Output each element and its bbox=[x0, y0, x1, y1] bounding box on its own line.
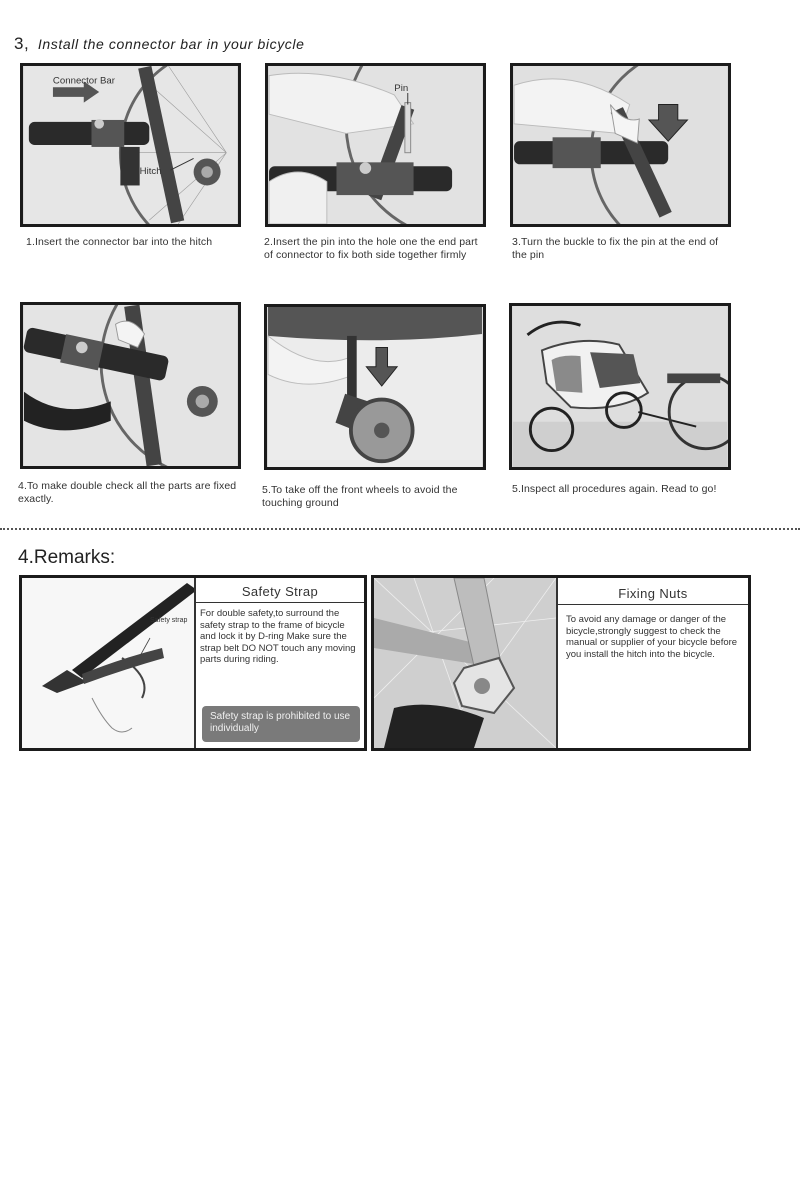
safety-strap-photo bbox=[22, 578, 194, 748]
section-divider bbox=[0, 528, 800, 530]
fixing-nuts-text: To avoid any damage or danger of the bicycle,strongly suggest to check the manual or supplier of your bicycle before you install the hitch into the bicycle. bbox=[566, 614, 738, 660]
step-1-photo bbox=[20, 63, 241, 227]
step-4-caption: 4.To make double check all the parts are fixed exactly. bbox=[18, 480, 237, 505]
step-2-caption: 2.Insert the pin into the hole one the end part of connector to fix both side together firmly bbox=[264, 236, 478, 261]
install-section-heading: Install the connector bar in your bicycle bbox=[37, 36, 305, 52]
step-3-caption: 3.Turn the buckle to fix the pin at the end of the pin bbox=[512, 236, 719, 261]
step-3-illustration bbox=[513, 66, 728, 224]
step-2-illustration bbox=[268, 66, 483, 224]
step-4-illustration bbox=[23, 305, 238, 466]
step-2-photo bbox=[265, 63, 486, 227]
safety-strap-divider bbox=[194, 578, 196, 748]
step-5-caption: 5.To take off the front wheels to avoid the touching ground bbox=[262, 484, 458, 509]
step-6-photo bbox=[509, 303, 731, 470]
step-5-illustration bbox=[267, 307, 483, 467]
step-3-photo bbox=[510, 63, 731, 227]
remarks-section-number: 4. bbox=[18, 547, 34, 568]
pin-label: Pin bbox=[394, 83, 409, 95]
install-section-title bbox=[14, 34, 305, 54]
step-5-photo bbox=[264, 304, 486, 470]
remarks-section-title bbox=[18, 547, 115, 569]
safety-strap-warning: Safety strap is prohibited to use individually bbox=[202, 706, 360, 742]
fixing-nuts-photo bbox=[374, 578, 556, 748]
safety-strap-heading: Safety Strap bbox=[196, 582, 364, 603]
remarks-section-heading: Remarks: bbox=[33, 547, 116, 568]
step-6-illustration bbox=[512, 306, 728, 467]
step-1-caption: 1.Insert the connector bar into the hitch bbox=[26, 236, 213, 248]
safety-strap-illustration bbox=[22, 578, 194, 748]
step-6-caption: 5.Inspect all procedures again. Read to go! bbox=[512, 483, 717, 495]
hitch-label: Hitch bbox=[139, 165, 162, 177]
safety-strap-panel bbox=[19, 575, 367, 751]
step-1-illustration bbox=[23, 66, 238, 224]
connector-bar-label: Connector Bar bbox=[52, 75, 116, 87]
safety-strap-text: For double safety,to surround the safety strap to the frame of bicycle and lock it by D-ring Make sure the strap belt DO NOT touch any moving parts during riding. bbox=[200, 608, 356, 665]
safety-strap-photo-label: Safety strap bbox=[150, 617, 188, 624]
step-4-photo bbox=[20, 302, 241, 469]
install-section-number: 3, bbox=[14, 34, 30, 53]
fixing-nuts-panel bbox=[371, 575, 751, 751]
fixing-nuts-illustration bbox=[374, 578, 556, 748]
fixing-nuts-heading: Fixing Nuts bbox=[558, 584, 748, 605]
